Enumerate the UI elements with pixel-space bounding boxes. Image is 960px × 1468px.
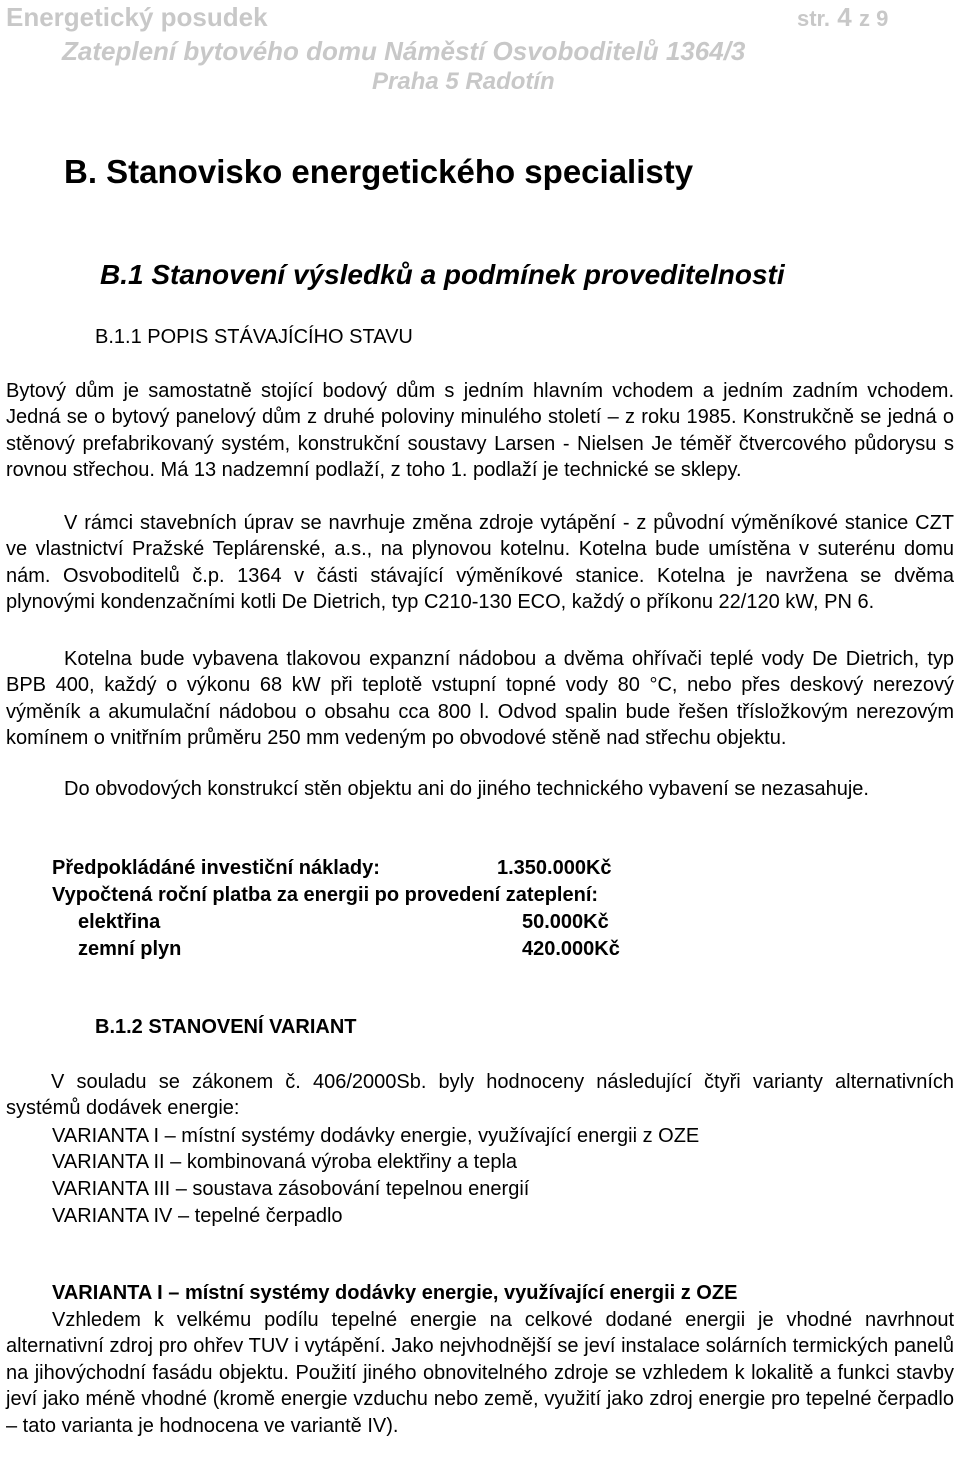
- paragraph-heating-change: [6, 510, 954, 616]
- header-location: Praha 5 Radotín: [372, 68, 555, 95]
- paragraph-no-intervention-text: Do obvodových konstrukcí stěn objektu ani do jiného technického vybavení se nezasahuje.: [64, 778, 869, 800]
- electricity-value: 50.000Kč: [522, 911, 609, 933]
- variant-one-text-body: Vzhledem k velkému podílu tepelné energie na celkové dodané energii je vhodné navrhnout alternativní zdroj pro ohřev TUV i vytápění. Jako nejvhodnější se jeví instalace solárních termických panelů na jihovýchodní fasádu objektu. Použití jiného obnovitelného zdroje se vzhledem k lokalitě a funkci stavby jeví jako méně vhodné (kromě energie vzduchu nebo země, využití jako zdroj energie pro tepelné čerpadlo – tato varianta je hodnocena ve variantě IV).: [6, 1309, 954, 1437]
- header-title: Energetický posudek: [6, 2, 268, 32]
- heading-popis-stavu: B.1.1 POPIS STÁVAJÍCÍHO STAVU: [95, 326, 413, 348]
- paragraph-description: Bytový dům je samostatně stojící bodový dům s jedním hlavním vchodem a jedním zadním vchodem. Jedná se o bytový panelový dům z druhé poloviny minulého století – z roku 1985. Konstrukčně se jedná o stěnový prefabrikovaný systém, konstrukční soustavy Larsen - Nielsen Je téměř čtvercového půdorysu s rovnou střechou. Má 13 nadzemní podlaží, z toho 1. podlaží je technické se sklepy.: [6, 380, 954, 482]
- invest-value: 1.350.000Kč: [497, 857, 612, 879]
- heading-variants: B.1.2 STANOVENÍ VARIANT: [95, 1016, 357, 1038]
- page-total: z 9: [858, 6, 889, 31]
- electricity-label: elektřina: [78, 911, 161, 933]
- variant-one-heading: VARIANTA I – místní systémy dodávky energie, využívající energii z OZE: [52, 1282, 738, 1304]
- variant-item: VARIANTA IV – tepelné čerpadlo: [52, 1205, 343, 1227]
- subsection-heading: B.1 Stanovení výsledků a podmínek proveditelnosti: [100, 259, 785, 290]
- header-subtitle: Zateplení bytového domu Náměstí Osvoboditelů 1364/3: [62, 36, 746, 66]
- variant-item: VARIANTA III – soustava zásobování tepelnou energií: [52, 1178, 530, 1200]
- page-prefix: str.: [797, 6, 831, 31]
- gas-label: zemní plyn: [78, 938, 182, 960]
- paragraph-no-intervention: [6, 776, 954, 802]
- paragraph-boiler-room: [6, 646, 954, 752]
- variant-item: VARIANTA I – místní systémy dodávky energie, využívající energii z OZE: [52, 1125, 700, 1147]
- variants-intro: [6, 1069, 954, 1122]
- page-current: 4: [837, 2, 852, 32]
- paragraph-boiler-room-text: Kotelna bude vybavena tlakovou expanzní nádobou a dvěma ohřívači teplé vody De Dietrich, typ BPB 400, každý o výkonu 68 kW při teplotě vstupní topné vody 80 °C, nebo přes deskový nerezový výměník a akumulační nádobou o obsahu cca 800 l. Odvod spalin bude řešen třísložkovým nerezovým komínem o vnitřním průměru 250 mm vedeným po obvodové stěně nad střechu objektu.: [6, 648, 954, 750]
- variants-intro-text: V souladu se zákonem č. 406/2000Sb. byly hodnoceny následující čtyři varianty alternativních systémů dodávek energie:: [6, 1071, 954, 1120]
- variant-one-text: [6, 1307, 954, 1439]
- invest-label: Předpokládáné investiční náklady:: [52, 857, 380, 879]
- energy-label: Vypočtená roční platba za energii po provedení zateplení:: [52, 884, 599, 906]
- variant-item: VARIANTA II – kombinovaná výroba elektřiny a tepla: [52, 1151, 518, 1173]
- page-number: [797, 2, 888, 33]
- paragraph-heating-change-text: V rámci stavebních úprav se navrhuje změna zdroje vytápění - z původní výměníkové stanice CZT ve vlastnictví Pražské Teplárenské, a.s., na plynovou kotelnu. Kotelna bude umístěna v suterénu domu nám. Osvoboditelů č.p. 1364 v části stávající výměníkové stanice. Kotelna je navržena se dvěma plynovými kondenzačními kotli De Dietrich, typ C210-130 ECO, každý o příkonu 22/120 kW, PN 6.: [6, 512, 954, 614]
- section-heading: B. Stanovisko energetického specialisty: [64, 153, 694, 190]
- gas-value: 420.000Kč: [522, 938, 620, 960]
